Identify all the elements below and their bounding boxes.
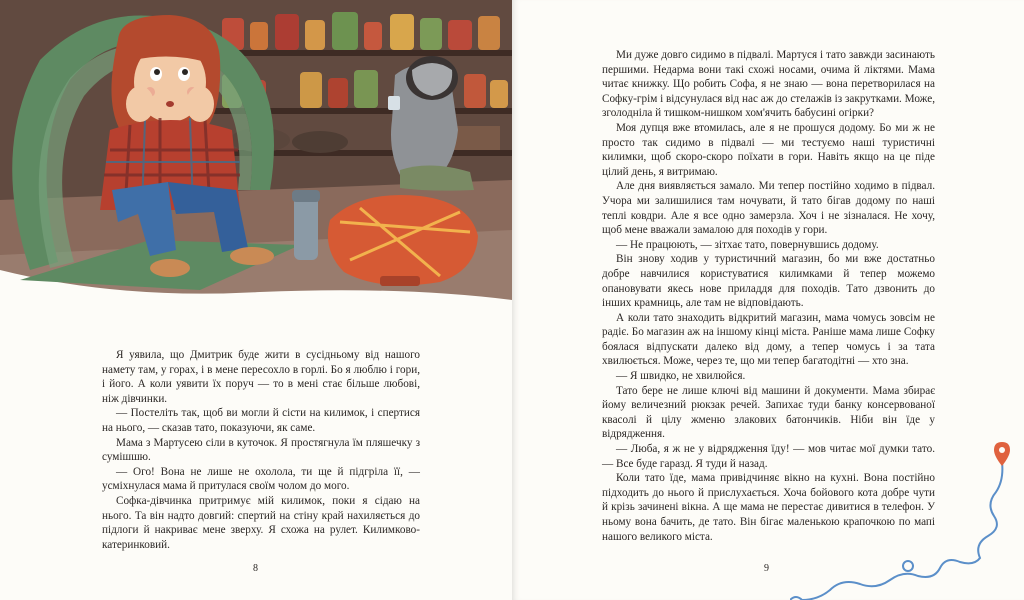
paragraph: — Не працюють, — зітхає тато, повернувшись додому. [616,238,879,251]
paragraph: Тато бере не лише ключі від машини й документи. Мама збирає йому величезний рюкзак речей. Запихає туди банку консервованої квасолі й цілу жменю злакових батончиків. Ніби він їде у відрядження. [602,384,935,441]
paragraph: Моя дупця вже втомилась, але я не прошуся додому. Бо ми ж не просто так сидимо в підвалі — ми тестуємо наші туристичні килимки, щоб скоро-скоро поїхати в гори. Навіть якщо на це піде цілий день, я витримаю. [602,121,935,178]
paragraph: — Я швидко, не хвилюйся. [616,370,746,383]
paragraph: Ми дуже довго сидимо в підвалі. Мартуся і тато завжди засинають першими. Недарма вони такі схожі носами, очима й ліктями. Мама читає книжку. Що робить Софа, я не знаю — вона перетворилася на Софку-грім і відсунулася від нас аж до стелажів із закрутками. Може, зголодніла й тишком-нишком хом'ячить бабусині огірки? [602,49,935,120]
paragraph: Але дня виявляється замало. Ми тепер постійно ходимо в підвал. Учора ми залишилися там ночувати, й тато бігав додому по наші теплі ковдри. Але я все одно замерзла. Хоч і не зізналася. Не хочу, щоб мене вважали замалою для походів у гори. [602,180,935,237]
map-route-line [790,440,1024,600]
route-point [903,561,913,571]
paragraph: А коли тато знаходить відкритий магазин, мама чомусь зовсім не радіє. Бо магазин аж на іншому кінці міста. Раніше мама лише Софку боялася відпускати далеко від дому, а тепер чомусь і за тата хвилюється. Може, через те, що ми тепер багатодітні — хто зна. [602,311,935,368]
left-page-text [102,348,420,552]
paragraph: — Люба, я ж не у відрядження їду! — мов читає мої думки тато. — Все буде гаразд. Я туди й назад. [602,443,935,470]
paragraph: Він знову ходив у туристичний магазин, бо ми вже достатньо добре навчилися користуватися килимками й тепер можемо опановувати якесь нове приладдя для походів. Тато дзвонить до інших крамниць, але там не відповідають. [602,253,935,310]
paragraph: Мама з Мартусею сіли в куточок. Я простягнула їм пляшечку з сумішшю. [102,436,420,464]
paragraph: — Ого! Вона не лише не охолола, ти ще й підгріла її, — усміхнулася мама й притулася своїм чолом до мого. [102,465,420,493]
thermos [292,190,320,260]
page-number: 8 [253,563,258,574]
page-number: 9 [764,563,769,574]
basement-illustration [0,0,512,300]
paragraph: Я уявила, що Дмитрик буде жити в сусідньому від нашого намету там, у горах, і в мене пересохло в горлі. Бо я люблю і гори, і його. А коли уявити їх поруч — то в мені стає більше любові, ніж дівчинки. [102,349,420,405]
map-pin-icon [994,442,1010,466]
paragraph: Софка-дівчинка притримує мій килимок, поки я сідаю на нього. Та він надто довгий: спертий на стіну край нахиляється до підлоги й накриває мене зверху. Я схожа на рулет. Килимково-катеринковий. [102,494,420,551]
paragraph: Коли тато їде, мама привідчиняє вікно на кухні. Вона постійно підходить до нього й прислухається. Хоча бойового кота добре чути й крізь зачинені вікна. А ще мама не перестає дивитися в телефон. У ньому вона бачить, де тато. Він бігає маленькою крапочкою по мапі нашого великого міста. [602,472,935,543]
orange-backpack [328,195,478,286]
paragraph: — Постеліть так, щоб ви могли й сісти на килимок, і спертися на нього, — сказав тато, показуючи, як саме. [102,407,420,434]
